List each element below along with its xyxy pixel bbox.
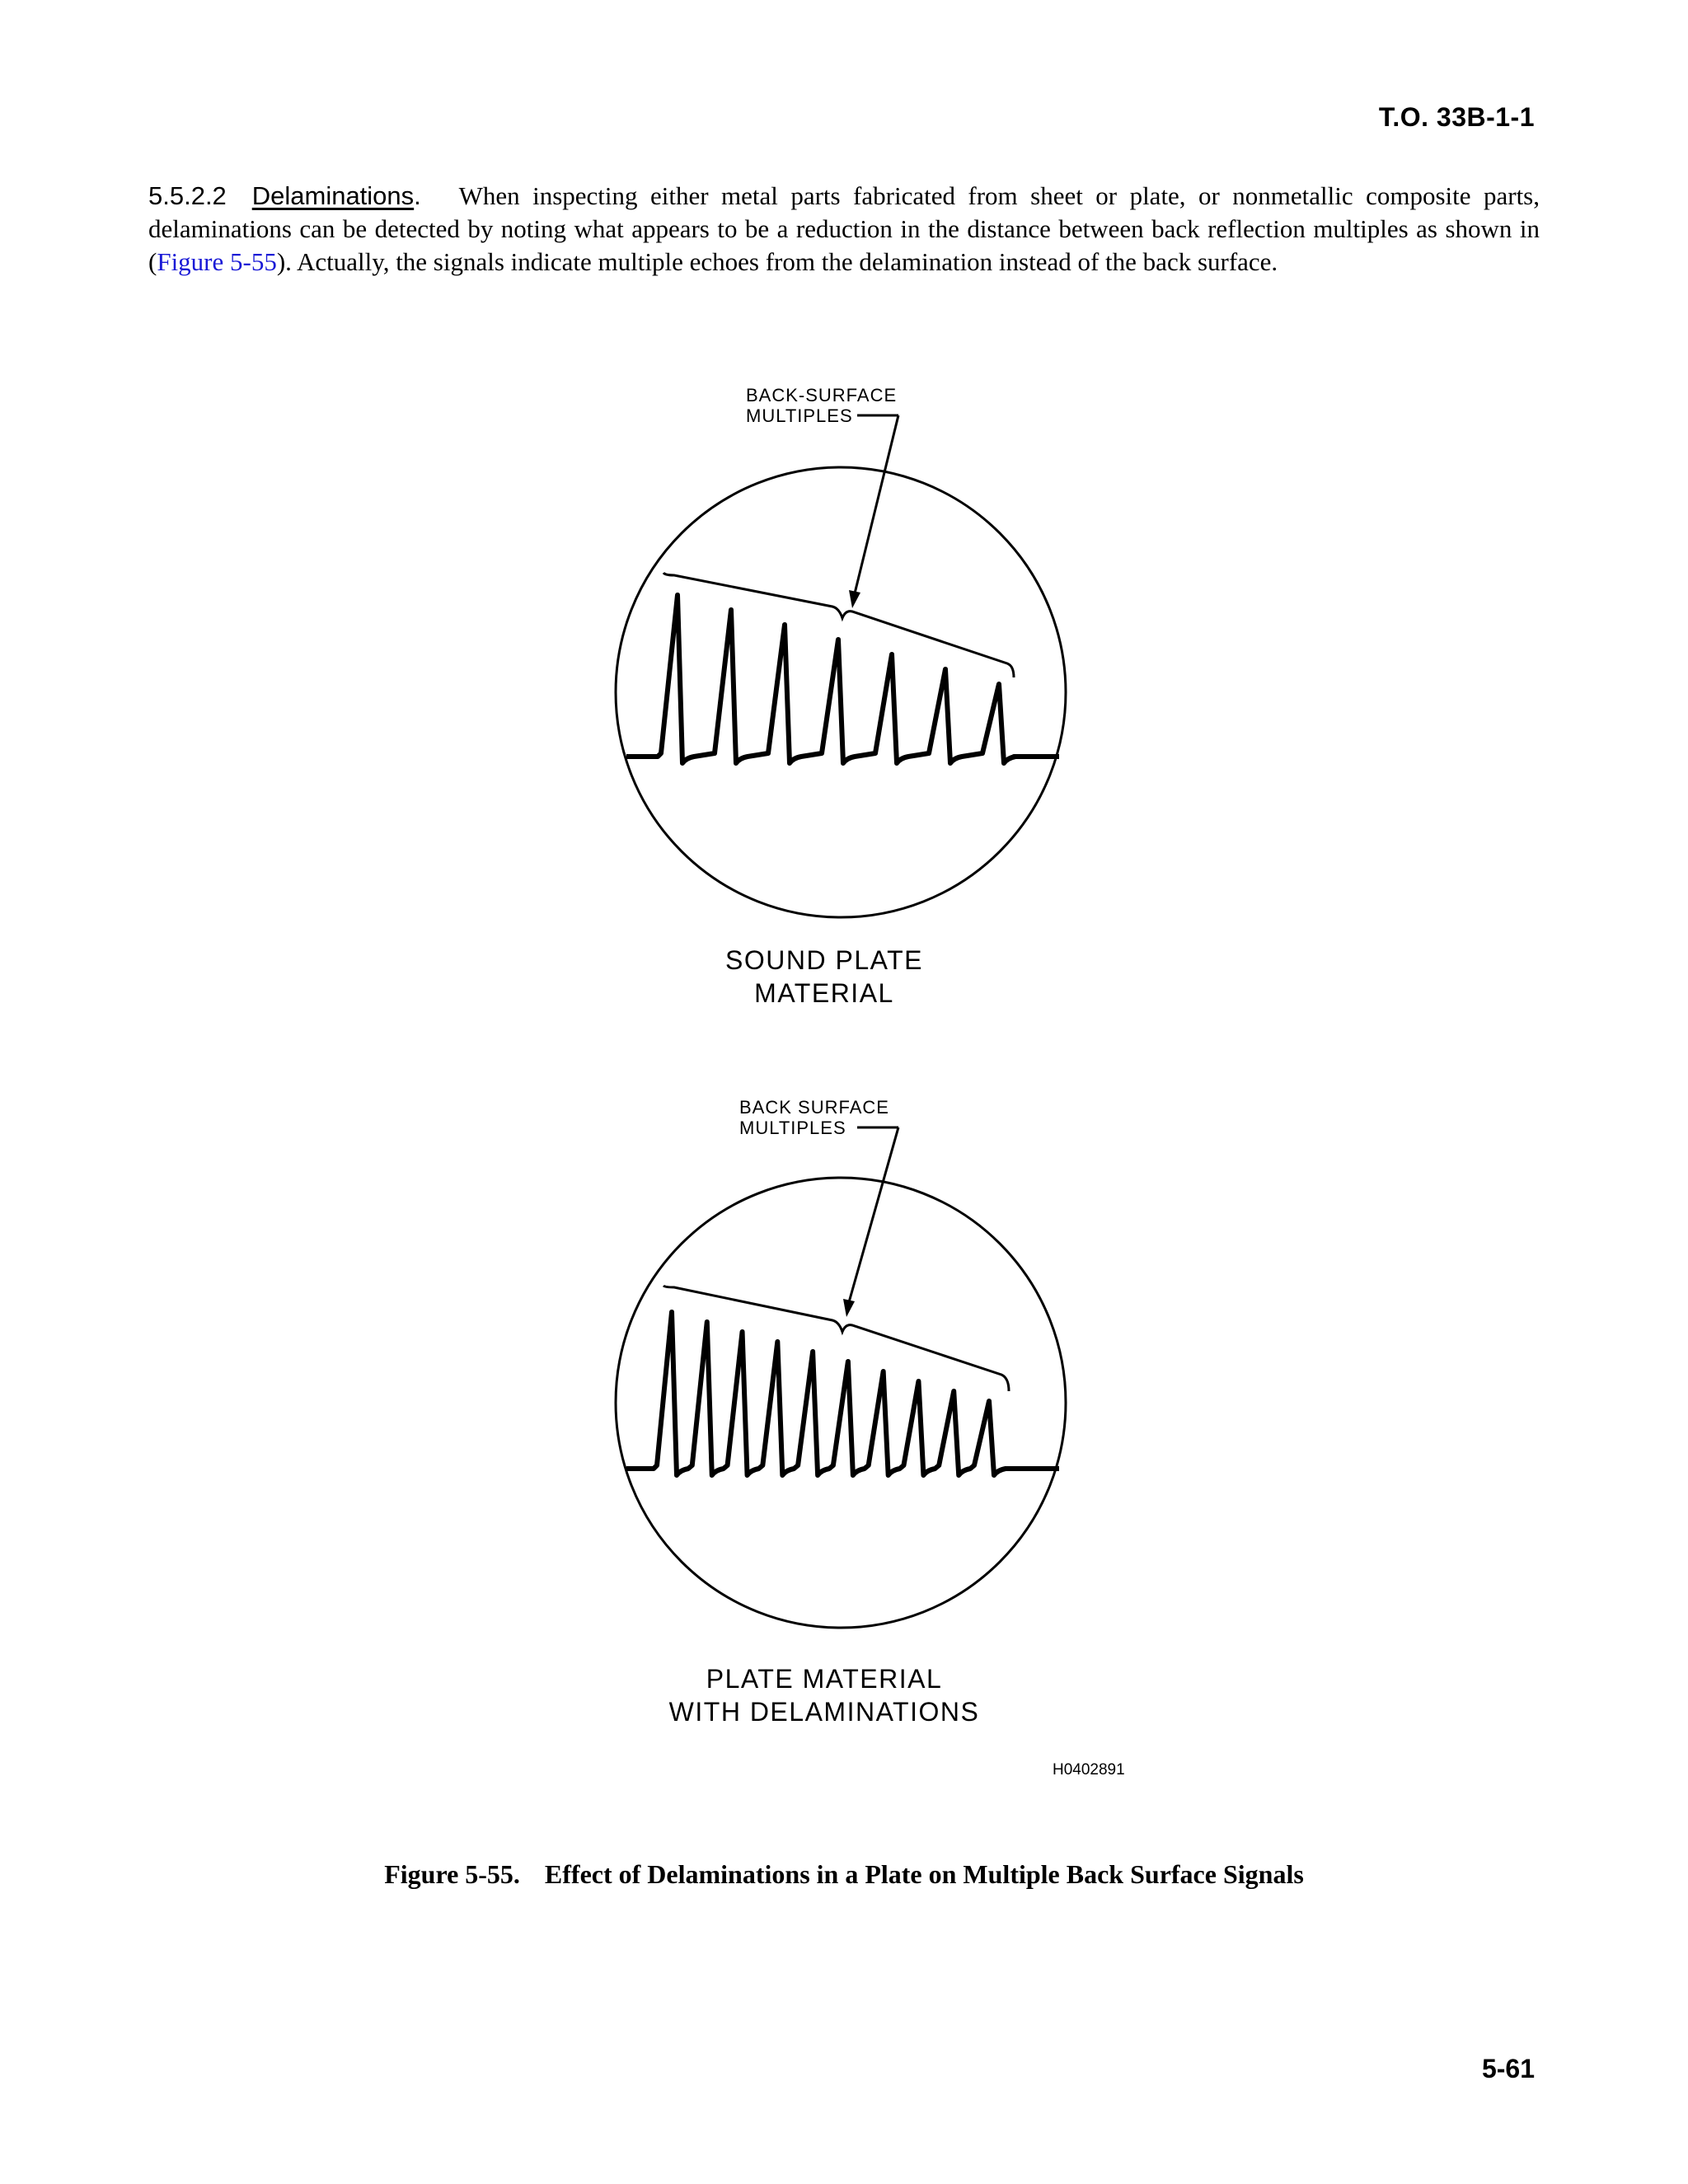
paragraph-body-end: ). Actually, the signals indicate multiple echoes from the delamination instead of the back surface.: [276, 247, 1278, 276]
bottom-caption-line2: WITH DELAMINATIONS: [668, 1697, 980, 1727]
figure-caption-number: Figure 5-55.: [384, 1859, 520, 1889]
top-caption-line2: MATERIAL: [754, 978, 894, 1008]
figure-caption: [0, 1859, 1688, 1890]
top-arrow-head: [849, 590, 860, 608]
delaminated-plate-figure: [616, 1097, 1066, 1727]
bottom-arrow-head: [843, 1299, 855, 1317]
bottom-bracket: [663, 1286, 1009, 1391]
paragraph-heading: Delaminations: [251, 181, 415, 210]
top-label-line2: MULTIPLES: [746, 405, 853, 426]
figure-reference-link[interactable]: Figure 5-55: [157, 247, 277, 276]
document-id: T.O. 33B-1-1: [1378, 102, 1535, 132]
top-caption-line1: SOUND PLATE: [725, 945, 923, 975]
paragraph-body-start: When inspecting either metal parts fabricated from sheet or plate, or nonmetallic composite parts, delaminations can be detected by noting what appears to be a reduction in the distance between back reflection multiples as shown in (: [148, 181, 1540, 276]
bottom-label-line1: BACK SURFACE: [739, 1097, 889, 1118]
paragraph-number: 5.5.2.2: [148, 181, 227, 210]
bottom-signal-trace: [626, 1312, 1059, 1475]
top-label-line1: BACK-SURFACE: [746, 385, 898, 405]
figure-code: H0402891: [1053, 1761, 1125, 1779]
top-arrow-shaft: [855, 415, 898, 593]
bottom-arrow-shaft: [849, 1127, 898, 1302]
bottom-label-line2: MULTIPLES: [739, 1118, 846, 1138]
bottom-caption-line1: PLATE MATERIAL: [706, 1664, 943, 1694]
page-number: 5-61: [1481, 2054, 1535, 2083]
paragraph-heading-punct: .: [414, 181, 421, 210]
figure-caption-title: Effect of Delaminations in a Plate on Multiple Back Surface Signals: [544, 1859, 1304, 1889]
sound-plate-figure: [616, 385, 1066, 1008]
